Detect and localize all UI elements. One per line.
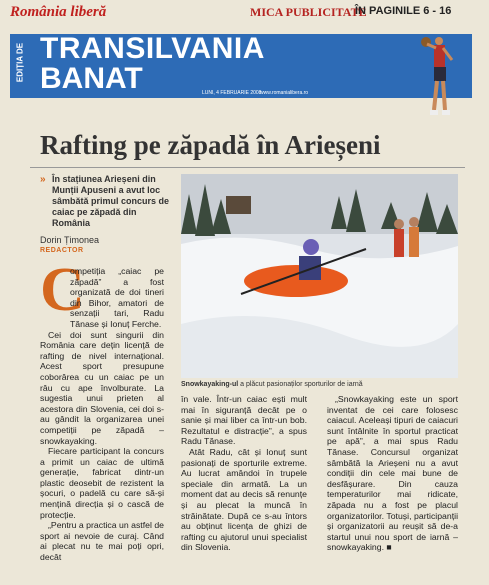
site-url: www.romanialibera.ro <box>260 90 309 96</box>
masthead-top <box>0 0 489 30</box>
mica-publicitate: MICA PUBLICITATE <box>250 5 367 19</box>
paragraph: „Snowkayaking este un sport inventat de cei care folosesc caiacul. Aceleași tipuri de caiacuri sunt întâlnite în sportul practicat pe apă”, a mai spus Radu Tănase. Concursul organizat sâmbătă la Arieșeni nu a avut condiții din cele mai bune de desfășurare. Din cauza temperaturilor mai ridicate, zăpada nu a fost pe placul organizatorilor. Totuși, participanții și organizatorii au reușit să de-a startul unui nou sport de iarnă – snowkayaking. ■ <box>327 394 458 553</box>
paper-name: România liberă <box>10 4 107 20</box>
paragraph: în vale. Într-un caiac ești mult mai în siguranță decât pe o sanie și mai liber ca într-un bob. Rezultatul e distracție”, a spus Radu Tănase. <box>181 394 307 447</box>
edition-label: EDIȚIA DE <box>15 42 25 83</box>
paragraph: „Pentru a practica un astfel de sport ai nevoie de curaj. Când ai plecat nu te mai poți opri, decât <box>40 520 164 563</box>
basketball-player-image <box>412 30 462 130</box>
column-1 <box>40 266 164 563</box>
column-2 <box>181 394 307 553</box>
region-title-line1: TRANSILVANIA <box>40 32 265 65</box>
article-headline: Rafting pe zăpadă în Arieșeni <box>40 130 381 160</box>
divider <box>30 167 465 168</box>
author-role: REDACTOR <box>40 247 84 254</box>
author-name: Dorin Țimonea <box>40 235 100 245</box>
article-lead: În stațiunea Arieșeni din Munții Apuseni a avut loc sâmbătă primul concurs de caiac pe zăpadă din România <box>52 174 170 228</box>
paragraph: Atât Radu, cât și Ionuț sunt pasionați de sporturile extreme. Au lucrat amândoi în trupele speciale din armată. La un moment dat au decis să renunțe și au plecat la muncă în străinătate. După ce s-au întors au obținut licența de ghizi de rafting cu ajutorul unui specialist din Slovenia. <box>181 446 307 553</box>
issue-date: LUNI, 4 FEBRUARIE 2008 <box>202 90 262 96</box>
region-title-line2: BANAT <box>40 62 143 95</box>
snowkayaking-photo <box>181 174 458 378</box>
column-3 <box>327 394 458 553</box>
paragraph: Fiecare participant la concurs a primit un caiac de ultimă generație, fabricat dintr-un plastic deosebit de rezistent la șocuri, o padelă cu care să-și mențină direcția și o cască de protecție. <box>40 446 164 520</box>
lead-arrow-icon: » <box>40 174 46 185</box>
pages-indicator: ÎN PAGINILE 6 - 16 <box>355 5 452 17</box>
drop-cap: C <box>40 256 85 324</box>
paragraph: ompetiția „caiac pe zăpadă” a fost organizată de doi tineri din Bihor, amatori de senzații tari, Radu Tănase și Ionuț Ferche. <box>70 266 164 329</box>
paragraph: Cei doi sunt singurii din România care dețin licență de rafting de nivel internațional. Acest sport presupune coborârea cu un caiac pe un râu cu ape învolburate. La sugestia unui prieten al acestora din Slovenia, cei doi s-au gândit la organizarea unei competiții pe zăpadă – snowkayaking. <box>40 329 164 446</box>
photo-caption: Snowkayaking-ul a plăcut pasionaților sporturilor de iarnă <box>181 381 363 388</box>
